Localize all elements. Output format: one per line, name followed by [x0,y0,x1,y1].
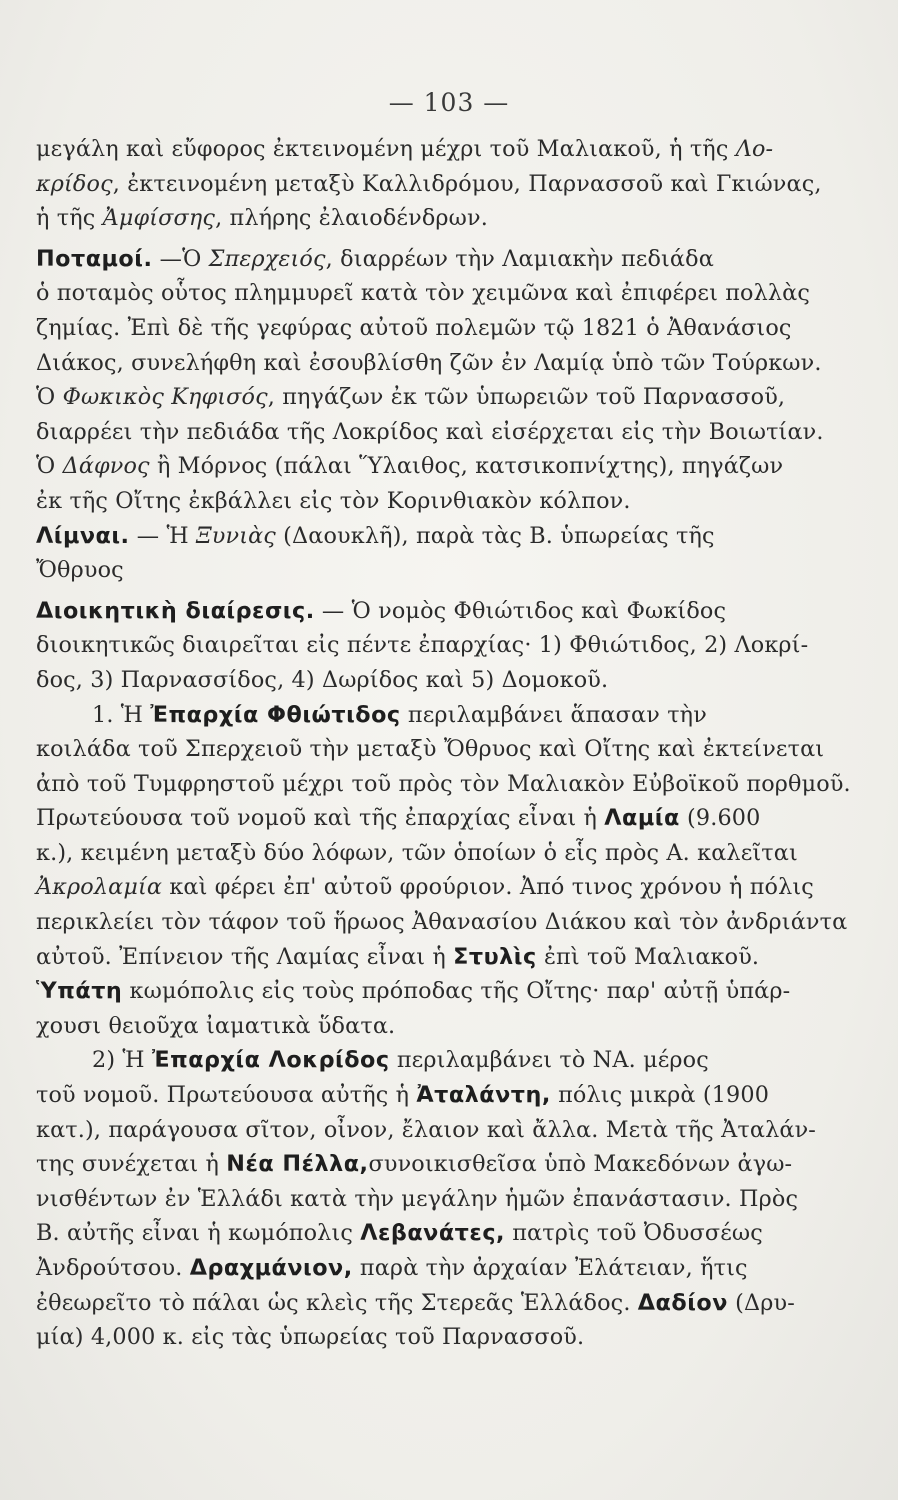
text-line [36,767,851,802]
text-run: δος, 3) Παρνασσίδος, 4) Δωρίδος καὶ 5) Δομοκοῦ. [36,666,609,693]
text-line [36,346,822,381]
text-run: , ἐκτεινομένη μεταξὺ Καλλιδρόμου, Παρνασσοῦ καὶ Γκιώνας, [112,170,822,197]
italic-term: Ξυνιὰς [195,522,276,549]
text-line [36,242,784,277]
text-line [36,415,824,450]
bold-heading: Λίμναι. [36,522,130,549]
text-run: αὐτοῦ. Ἐπίνειον τῆς Λαμίας εἶναι ἡ [36,943,454,970]
text-line [36,801,784,836]
italic-term: Σπερχειός [208,245,326,272]
text-run: ὁ ποταμὸς οὗτος πλημμυρεῖ κατὰ τὸν χειμῶνα καὶ ἐπιφέρει πολλὰς [36,280,811,307]
text-run: Ὁ [36,384,63,411]
text-run: Διάκος, συνελήφθη καὶ ἐσουβλίσθη ζῶν ἐν Λαμίᾳ ὑπὸ τῶν Τούρκων. [36,349,822,376]
bold-heading: Ἀταλάντη, [416,1082,551,1109]
text-line [36,484,784,519]
text-run: μεγάλη καὶ εὔφορος ἐκτεινομένη μέχρι τοῦ Μαλιακοῦ, ἡ τῆς [36,136,736,162]
text-run: περικλείει τὸν τάφον τοῦ ἥρωος Ἀθανασίου Διάκου καὶ τὸν ἀνδριάντα [36,909,848,936]
text-line [36,870,814,905]
text-line [36,1320,784,1355]
text-run: τοῦ νομοῦ. Πρωτεύουσα αὐτῆς ἡ [36,1082,417,1109]
text-run: , διαρρέων τὴν Λαμιακὴν πεδιάδα [325,245,714,272]
text-run: ἐπὶ τοῦ Μαλιακοῦ. [536,943,760,970]
text-run: νισθέντων ἐν Ἑλλάδι κατὰ τὴν μεγάλην ἡμῶν ἐπανάστασιν. Πρὸς [36,1185,799,1212]
bold-heading: Δραχμάνιον, [189,1255,353,1281]
text-line [36,974,791,1009]
italic-term: κρίδος [36,170,113,197]
text-line [36,276,811,311]
text-run: ἢ Μόρνος (πάλαι Ὕλαιθος, κατσικοπνίχτης), πηγάζων [149,453,784,480]
text-line [36,1078,784,1113]
text-run: κατ.), παράγουσα σῖτον, οἶνον, ἔλαιον καὶ ἄλλα. Μετὰ τῆς Ἀταλάν- [36,1116,816,1143]
text-line [36,132,784,167]
text-run: πόλις μικρὰ (1900 [550,1082,770,1109]
text-run: διαρρέει τὴν πεδιάδα τῆς Λοκρίδος καὶ εἰσέρχεται εἰς τὴν Βοιωτίαν. [36,418,824,445]
italic-term: Ἀμφίσσης [102,205,216,232]
text-line [36,380,784,415]
text-run: 2) Ἡ [92,1047,152,1074]
page-number: — 103 — [388,88,510,117]
bold-heading: Νέα Πέλλα, [226,1151,369,1178]
text-run: διοικητικῶς διαιρεῖται εἰς πέντε ἐπαρχίας· 1) Φθιώτιδος, 2) Λοκρί- [36,632,809,659]
text-run: —Ὁ [152,245,209,272]
text-line [36,663,784,698]
text-run: μία) 4,000 κ. εἰς τὰς ὑπωρείας τοῦ Παρνασσοῦ. [36,1324,585,1351]
text-line [36,1286,795,1321]
text-run: κοιλάδα τοῦ Σπερχειοῦ τὴν μεταξὺ Ὄθρυος καὶ Οἴτης καὶ ἐκτείνεται [36,736,825,763]
text-run: κ.), κειμένη μεταξὺ δύο λόφων, τῶν ὁποίων ὁ εἷς πρὸς Α. καλεῖται [36,839,798,866]
text-line [36,1216,784,1251]
text-run: χουσι θειοῦχα ἰαματικὰ ὕδατα. [36,1012,396,1039]
text-run: περιλαμβάνει ἅπασαν τὴν [400,701,707,728]
text-run: (Δρυ- [727,1289,795,1316]
text-line [36,1251,784,1286]
text-run: , πλήρης ἐλαιοδένδρων. [215,205,488,232]
text-line [36,553,784,588]
text-line [36,519,784,554]
text-line [36,594,784,629]
text-line [36,201,784,236]
bold-heading: Ποταμοί. [36,245,153,272]
text-run: συνοικισθεῖσα ὑπὸ Μακεδόνων ἀγω- [368,1151,793,1178]
text-line [36,940,784,975]
text-line [36,449,784,484]
italic-term: Λο- [735,136,774,162]
text-line [36,1009,784,1044]
text-run: — Ἡ [129,522,196,549]
text-run: Ὄθρυος [36,557,124,584]
bold-heading: Διοικητικὴ διαίρεσις. [36,597,315,624]
italic-term: Ἀκρολαμία [36,874,163,901]
bold-heading: Στυλὶς [453,943,537,970]
text-run: Ἀνδρούτσου. [36,1255,190,1281]
text-line [36,698,784,733]
text-run: ἡ τῆς [36,205,103,232]
text-run: — Ὁ νομὸς Φθιώτιδος καὶ Φωκίδος [314,597,727,624]
text-run: 1. Ἡ [92,701,151,728]
text-line [36,628,809,663]
text-line [36,732,825,767]
text-line [36,167,822,202]
italic-term: Φωκικὸς Κηφισός [62,384,268,411]
text-line [36,905,848,940]
text-line [36,836,798,871]
text-run: (9.600 [679,805,761,832]
text-line [36,1182,799,1217]
text-run: (Δαουκλῆ), παρὰ τὰς Β. ὑπωρείας τῆς [275,522,715,549]
body-text [36,132,851,1355]
text-run: της συνέχεται ἡ [36,1151,227,1178]
text-run: πατρὶς τοῦ Ὀδυσσέως [505,1220,763,1247]
text-run: ἀπὸ τοῦ Τυμφρηστοῦ μέχρι τοῦ πρὸς τὸν Μαλιακὸν Εὐβοϊκοῦ πορθμοῦ. [36,770,851,797]
text-run: Β. αὐτῆς εἶναι ἡ κωμόπολις [36,1220,361,1247]
bold-heading: Λαμία [604,805,680,832]
bold-heading: Ἐπαρχία Λοκρίδος [151,1047,390,1074]
text-line [36,1113,816,1148]
text-run: , πηγάζων ἐκ τῶν ὑπωρειῶν τοῦ Παρνασσοῦ, [267,384,786,411]
italic-term: Δάφνος [62,453,150,480]
text-run: κωμόπολις εἰς τοὺς πρόποδας τῆς Οἴτης· παρ' αὐτῇ ὑπάρ- [122,978,791,1005]
text-run: ἐθεωρεῖτο τὸ πάλαι ὡς κλεὶς τῆς Στερεᾶς Ἑλλάδος. [36,1289,638,1316]
bold-heading: Ὑπάτη [36,978,123,1005]
text-run: περιλαμβάνει τὸ ΝΑ. μέρος [389,1047,709,1074]
text-line [36,311,792,346]
text-run: Ὁ [36,453,63,480]
bold-heading: Ἐπαρχία Φθιώτιδος [150,701,401,728]
text-line [36,1147,793,1182]
text-run: Πρωτεύουσα τοῦ νομοῦ καὶ τῆς ἐπαρχίας εἶναι ἡ [36,805,605,832]
text-line [36,1043,784,1078]
bold-heading: Λεβανάτες, [360,1220,506,1247]
text-run: παρὰ τὴν ἀρχαίαν Ἐλάτειαν, ἥτις [352,1255,748,1281]
text-run: ἐκ τῆς Οἴτης ἐκβάλλει εἰς τὸν Κορινθιακὸν κόλπον. [36,487,631,514]
bold-heading: Δαδίον [637,1289,728,1316]
text-run: ζημίας. Ἐπὶ δὲ τῆς γεφύρας αὐτοῦ πολεμῶν τῷ 1821 ὁ Ἀθανάσιος [36,314,792,341]
text-run: καὶ φέρει ἐπ' αὐτοῦ φρούριον. Ἀπό τινος χρόνου ἡ πόλις [162,874,814,901]
